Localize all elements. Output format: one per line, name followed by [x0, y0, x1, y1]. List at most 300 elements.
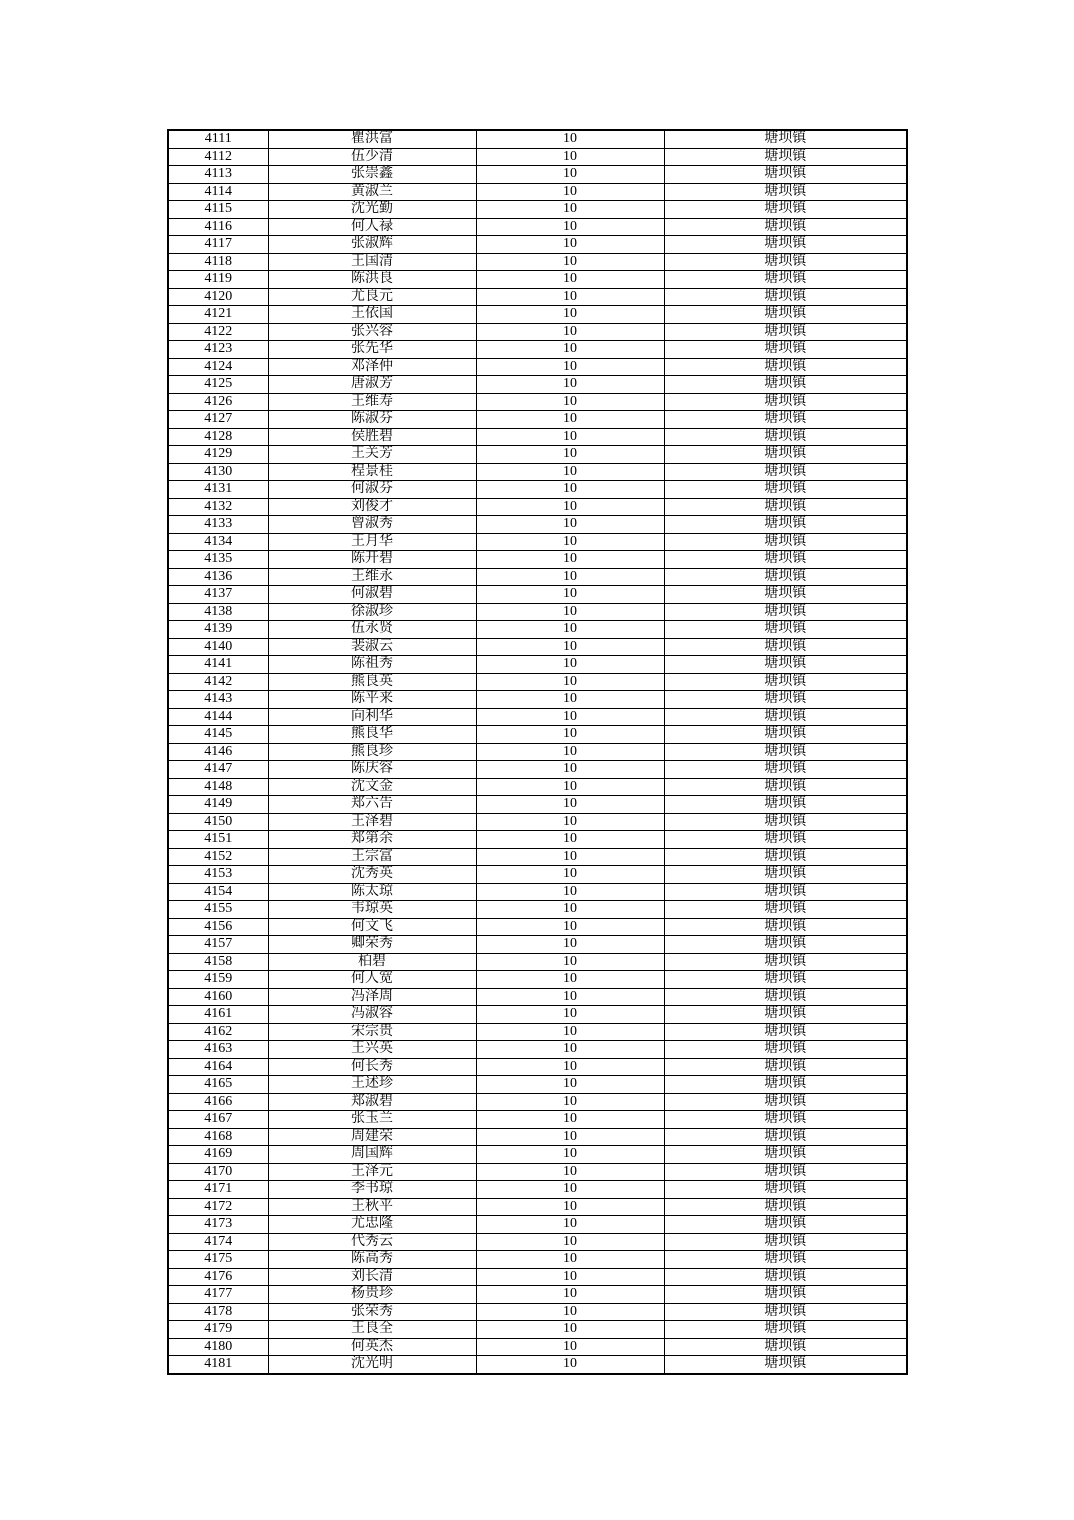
row-number-cell: 4155: [168, 901, 268, 919]
town-cell: 塘坝镇: [664, 1321, 907, 1339]
table-row: [168, 323, 907, 341]
name-cell: 代秀云: [268, 1233, 476, 1251]
name-cell: 周国辉: [268, 1146, 476, 1164]
amount-cell: 10: [476, 393, 664, 411]
amount-cell: 10: [476, 831, 664, 849]
name-cell: 陈庆容: [268, 761, 476, 779]
row-number-cell: 4133: [168, 516, 268, 534]
row-number-cell: 4125: [168, 376, 268, 394]
row-number-cell: 4121: [168, 306, 268, 324]
town-cell: 塘坝镇: [664, 323, 907, 341]
town-cell: 塘坝镇: [664, 411, 907, 429]
town-cell: 塘坝镇: [664, 901, 907, 919]
town-cell: 塘坝镇: [664, 341, 907, 359]
table-row: [168, 813, 907, 831]
amount-cell: 10: [476, 130, 664, 148]
row-number-cell: 4114: [168, 183, 268, 201]
row-number-cell: 4129: [168, 446, 268, 464]
name-cell: 尤良元: [268, 288, 476, 306]
row-number-cell: 4172: [168, 1198, 268, 1216]
row-number-cell: 4177: [168, 1286, 268, 1304]
town-cell: 塘坝镇: [664, 778, 907, 796]
row-number-cell: 4134: [168, 533, 268, 551]
amount-cell: 10: [476, 813, 664, 831]
amount-cell: 10: [476, 148, 664, 166]
town-cell: 塘坝镇: [664, 1268, 907, 1286]
name-cell: 王兴英: [268, 1041, 476, 1059]
amount-cell: 10: [476, 428, 664, 446]
table-row: [168, 971, 907, 989]
row-number-cell: 4136: [168, 568, 268, 586]
table-row: [168, 1163, 907, 1181]
town-cell: 塘坝镇: [664, 831, 907, 849]
town-cell: 塘坝镇: [664, 586, 907, 604]
name-cell: 王国清: [268, 253, 476, 271]
table-row: [168, 1216, 907, 1234]
amount-cell: 10: [476, 796, 664, 814]
row-number-cell: 4112: [168, 148, 268, 166]
name-cell: 程景桂: [268, 463, 476, 481]
row-number-cell: 4146: [168, 743, 268, 761]
town-cell: 塘坝镇: [664, 551, 907, 569]
row-number-cell: 4153: [168, 866, 268, 884]
amount-cell: 10: [476, 901, 664, 919]
row-number-cell: 4176: [168, 1268, 268, 1286]
amount-cell: 10: [476, 166, 664, 184]
town-cell: 塘坝镇: [664, 306, 907, 324]
amount-cell: 10: [476, 726, 664, 744]
row-number-cell: 4148: [168, 778, 268, 796]
amount-cell: 10: [476, 988, 664, 1006]
name-cell: 沈光明: [268, 1356, 476, 1374]
name-cell: 张崇鑫: [268, 166, 476, 184]
town-cell: 塘坝镇: [664, 288, 907, 306]
amount-cell: 10: [476, 936, 664, 954]
name-cell: 李书琼: [268, 1181, 476, 1199]
name-cell: 冯泽周: [268, 988, 476, 1006]
town-cell: 塘坝镇: [664, 1093, 907, 1111]
town-cell: 塘坝镇: [664, 971, 907, 989]
town-cell: 塘坝镇: [664, 446, 907, 464]
amount-cell: 10: [476, 271, 664, 289]
town-cell: 塘坝镇: [664, 1163, 907, 1181]
table-row: [168, 236, 907, 254]
amount-cell: 10: [476, 638, 664, 656]
amount-cell: 10: [476, 1076, 664, 1094]
table-row: [168, 271, 907, 289]
amount-cell: 10: [476, 691, 664, 709]
name-cell: 何淑芬: [268, 481, 476, 499]
row-number-cell: 4111: [168, 130, 268, 148]
table-row: [168, 691, 907, 709]
town-cell: 塘坝镇: [664, 691, 907, 709]
table-row: [168, 376, 907, 394]
amount-cell: 10: [476, 1111, 664, 1129]
table-row: [168, 498, 907, 516]
name-cell: 张荣秀: [268, 1303, 476, 1321]
table-row: [168, 1233, 907, 1251]
row-number-cell: 4179: [168, 1321, 268, 1339]
town-cell: 塘坝镇: [664, 463, 907, 481]
town-cell: 塘坝镇: [664, 796, 907, 814]
row-number-cell: 4119: [168, 271, 268, 289]
town-cell: 塘坝镇: [664, 848, 907, 866]
town-cell: 塘坝镇: [664, 376, 907, 394]
name-cell: 伍少清: [268, 148, 476, 166]
amount-cell: 10: [476, 551, 664, 569]
row-number-cell: 4151: [168, 831, 268, 849]
town-cell: 塘坝镇: [664, 1023, 907, 1041]
town-cell: 塘坝镇: [664, 988, 907, 1006]
name-cell: 郑淑碧: [268, 1093, 476, 1111]
name-cell: 刘长清: [268, 1268, 476, 1286]
table-row: [168, 288, 907, 306]
row-number-cell: 4174: [168, 1233, 268, 1251]
town-cell: 塘坝镇: [664, 236, 907, 254]
name-cell: 王月华: [268, 533, 476, 551]
table-row: [168, 568, 907, 586]
town-cell: 塘坝镇: [664, 358, 907, 376]
row-number-cell: 4127: [168, 411, 268, 429]
row-number-cell: 4142: [168, 673, 268, 691]
row-number-cell: 4158: [168, 953, 268, 971]
name-cell: 裴淑云: [268, 638, 476, 656]
table-row: [168, 218, 907, 236]
table-row: [168, 848, 907, 866]
name-cell: 冯淑容: [268, 1006, 476, 1024]
town-cell: 塘坝镇: [664, 1233, 907, 1251]
town-cell: 塘坝镇: [664, 1146, 907, 1164]
name-cell: 唐淑芳: [268, 376, 476, 394]
row-number-cell: 4163: [168, 1041, 268, 1059]
row-number-cell: 4175: [168, 1251, 268, 1269]
name-cell: 卿荣秀: [268, 936, 476, 954]
table-row: [168, 953, 907, 971]
row-number-cell: 4154: [168, 883, 268, 901]
town-cell: 塘坝镇: [664, 1286, 907, 1304]
amount-cell: 10: [476, 1128, 664, 1146]
table-row: [168, 1303, 907, 1321]
table-row: [168, 1128, 907, 1146]
table-row: [168, 446, 907, 464]
amount-cell: 10: [476, 341, 664, 359]
row-number-cell: 4157: [168, 936, 268, 954]
table-row: [168, 148, 907, 166]
table-row: [168, 1006, 907, 1024]
amount-cell: 10: [476, 743, 664, 761]
table-row: [168, 638, 907, 656]
name-cell: 张先华: [268, 341, 476, 359]
town-cell: 塘坝镇: [664, 516, 907, 534]
table-row: [168, 936, 907, 954]
table-row: [168, 866, 907, 884]
amount-cell: 10: [476, 183, 664, 201]
row-number-cell: 4131: [168, 481, 268, 499]
table-row: [168, 708, 907, 726]
amount-cell: 10: [476, 446, 664, 464]
amount-cell: 10: [476, 1216, 664, 1234]
name-cell: 张淑辉: [268, 236, 476, 254]
amount-cell: 10: [476, 288, 664, 306]
amount-cell: 10: [476, 463, 664, 481]
row-number-cell: 4139: [168, 621, 268, 639]
name-cell: 王良全: [268, 1321, 476, 1339]
name-cell: 陈高秀: [268, 1251, 476, 1269]
name-cell: 伍永贤: [268, 621, 476, 639]
amount-cell: 10: [476, 603, 664, 621]
row-number-cell: 4113: [168, 166, 268, 184]
name-cell: 陈淑芬: [268, 411, 476, 429]
row-number-cell: 4138: [168, 603, 268, 621]
town-cell: 塘坝镇: [664, 1198, 907, 1216]
town-cell: 塘坝镇: [664, 883, 907, 901]
name-cell: 沈秀英: [268, 866, 476, 884]
amount-cell: 10: [476, 236, 664, 254]
row-number-cell: 4140: [168, 638, 268, 656]
name-cell: 何淑碧: [268, 586, 476, 604]
amount-cell: 10: [476, 1023, 664, 1041]
row-number-cell: 4123: [168, 341, 268, 359]
town-cell: 塘坝镇: [664, 726, 907, 744]
amount-cell: 10: [476, 358, 664, 376]
name-cell: 郑六告: [268, 796, 476, 814]
name-cell: 韦琼英: [268, 901, 476, 919]
name-cell: 王依国: [268, 306, 476, 324]
row-number-cell: 4115: [168, 201, 268, 219]
town-cell: 塘坝镇: [664, 166, 907, 184]
town-cell: 塘坝镇: [664, 638, 907, 656]
table-row: [168, 1338, 907, 1356]
amount-cell: 10: [476, 218, 664, 236]
table-row: [168, 1093, 907, 1111]
town-cell: 塘坝镇: [664, 708, 907, 726]
town-cell: 塘坝镇: [664, 866, 907, 884]
name-cell: 张玉兰: [268, 1111, 476, 1129]
amount-cell: 10: [476, 568, 664, 586]
town-cell: 塘坝镇: [664, 253, 907, 271]
table-row: [168, 1321, 907, 1339]
town-cell: 塘坝镇: [664, 743, 907, 761]
town-cell: 塘坝镇: [664, 1181, 907, 1199]
name-cell: 侯胜碧: [268, 428, 476, 446]
town-cell: 塘坝镇: [664, 1338, 907, 1356]
amount-cell: 10: [476, 533, 664, 551]
row-number-cell: 4173: [168, 1216, 268, 1234]
name-cell: 王关芳: [268, 446, 476, 464]
table-row: [168, 463, 907, 481]
amount-cell: 10: [476, 498, 664, 516]
town-cell: 塘坝镇: [664, 953, 907, 971]
table-row: [168, 1041, 907, 1059]
name-cell: 熊良英: [268, 673, 476, 691]
amount-cell: 10: [476, 306, 664, 324]
amount-cell: 10: [476, 1321, 664, 1339]
name-cell: 郑第余: [268, 831, 476, 849]
table-row: [168, 656, 907, 674]
row-number-cell: 4156: [168, 918, 268, 936]
town-cell: 塘坝镇: [664, 1058, 907, 1076]
row-number-cell: 4120: [168, 288, 268, 306]
amount-cell: 10: [476, 621, 664, 639]
town-cell: 塘坝镇: [664, 393, 907, 411]
town-cell: 塘坝镇: [664, 183, 907, 201]
table-row: [168, 1356, 907, 1374]
town-cell: 塘坝镇: [664, 201, 907, 219]
town-cell: 塘坝镇: [664, 498, 907, 516]
amount-cell: 10: [476, 708, 664, 726]
amount-cell: 10: [476, 323, 664, 341]
town-cell: 塘坝镇: [664, 1006, 907, 1024]
row-number-cell: 4162: [168, 1023, 268, 1041]
amount-cell: 10: [476, 1093, 664, 1111]
row-number-cell: 4180: [168, 1338, 268, 1356]
row-number-cell: 4149: [168, 796, 268, 814]
row-number-cell: 4128: [168, 428, 268, 446]
table-row: [168, 341, 907, 359]
amount-cell: 10: [476, 883, 664, 901]
amount-cell: 10: [476, 673, 664, 691]
table-row: [168, 1058, 907, 1076]
name-cell: 熊良珍: [268, 743, 476, 761]
table-row: [168, 1076, 907, 1094]
town-cell: 塘坝镇: [664, 218, 907, 236]
row-number-cell: 4152: [168, 848, 268, 866]
town-cell: 塘坝镇: [664, 603, 907, 621]
town-cell: 塘坝镇: [664, 148, 907, 166]
row-number-cell: 4117: [168, 236, 268, 254]
table-row: [168, 1181, 907, 1199]
table-row: [168, 603, 907, 621]
name-cell: 陈太琼: [268, 883, 476, 901]
row-number-cell: 4137: [168, 586, 268, 604]
amount-cell: 10: [476, 1286, 664, 1304]
name-cell: 瞿洪富: [268, 130, 476, 148]
row-number-cell: 4144: [168, 708, 268, 726]
town-cell: 塘坝镇: [664, 1216, 907, 1234]
name-cell: 何文飞: [268, 918, 476, 936]
amount-cell: 10: [476, 1338, 664, 1356]
name-cell: 陈开碧: [268, 551, 476, 569]
town-cell: 塘坝镇: [664, 813, 907, 831]
table-row: [168, 551, 907, 569]
table-row: [168, 358, 907, 376]
town-cell: 塘坝镇: [664, 673, 907, 691]
row-number-cell: 4124: [168, 358, 268, 376]
amount-cell: 10: [476, 376, 664, 394]
table-row: [168, 1023, 907, 1041]
town-cell: 塘坝镇: [664, 1303, 907, 1321]
name-cell: 何长秀: [268, 1058, 476, 1076]
row-number-cell: 4159: [168, 971, 268, 989]
amount-cell: 10: [476, 516, 664, 534]
amount-cell: 10: [476, 1163, 664, 1181]
town-cell: 塘坝镇: [664, 568, 907, 586]
amount-cell: 10: [476, 1006, 664, 1024]
town-cell: 塘坝镇: [664, 1128, 907, 1146]
town-cell: 塘坝镇: [664, 1111, 907, 1129]
row-number-cell: 4132: [168, 498, 268, 516]
amount-cell: 10: [476, 1146, 664, 1164]
row-number-cell: 4145: [168, 726, 268, 744]
row-number-cell: 4126: [168, 393, 268, 411]
name-cell: 张兴容: [268, 323, 476, 341]
table-row: [168, 918, 907, 936]
row-number-cell: 4130: [168, 463, 268, 481]
table-row: [168, 253, 907, 271]
town-cell: 塘坝镇: [664, 1356, 907, 1374]
amount-cell: 10: [476, 848, 664, 866]
roster-table-body: [168, 130, 907, 1374]
table-row: [168, 516, 907, 534]
name-cell: 王述珍: [268, 1076, 476, 1094]
amount-cell: 10: [476, 1058, 664, 1076]
table-row: [168, 1286, 907, 1304]
table-row: [168, 761, 907, 779]
table-row: [168, 481, 907, 499]
town-cell: 塘坝镇: [664, 1041, 907, 1059]
name-cell: 陈平来: [268, 691, 476, 709]
name-cell: 王宗富: [268, 848, 476, 866]
row-number-cell: 4161: [168, 1006, 268, 1024]
table-row: [168, 393, 907, 411]
table-row: [168, 130, 907, 148]
name-cell: 熊良华: [268, 726, 476, 744]
name-cell: 何英杰: [268, 1338, 476, 1356]
town-cell: 塘坝镇: [664, 130, 907, 148]
table-row: [168, 306, 907, 324]
town-cell: 塘坝镇: [664, 761, 907, 779]
table-row: [168, 586, 907, 604]
row-number-cell: 4166: [168, 1093, 268, 1111]
amount-cell: 10: [476, 253, 664, 271]
row-number-cell: 4122: [168, 323, 268, 341]
table-row: [168, 201, 907, 219]
name-cell: 周建荣: [268, 1128, 476, 1146]
table-row: [168, 726, 907, 744]
name-cell: 刘俊才: [268, 498, 476, 516]
row-number-cell: 4118: [168, 253, 268, 271]
amount-cell: 10: [476, 1233, 664, 1251]
row-number-cell: 4169: [168, 1146, 268, 1164]
name-cell: 黄淑兰: [268, 183, 476, 201]
row-number-cell: 4165: [168, 1076, 268, 1094]
amount-cell: 10: [476, 1181, 664, 1199]
amount-cell: 10: [476, 1303, 664, 1321]
name-cell: 何人禄: [268, 218, 476, 236]
name-cell: 沈文金: [268, 778, 476, 796]
amount-cell: 10: [476, 866, 664, 884]
row-number-cell: 4170: [168, 1163, 268, 1181]
name-cell: 宋宗贵: [268, 1023, 476, 1041]
table-row: [168, 428, 907, 446]
amount-cell: 10: [476, 411, 664, 429]
name-cell: 柏碧: [268, 953, 476, 971]
amount-cell: 10: [476, 1268, 664, 1286]
table-row: [168, 883, 907, 901]
name-cell: 曾淑秀: [268, 516, 476, 534]
amount-cell: 10: [476, 1041, 664, 1059]
row-number-cell: 4150: [168, 813, 268, 831]
name-cell: 王泽元: [268, 1163, 476, 1181]
amount-cell: 10: [476, 778, 664, 796]
row-number-cell: 4160: [168, 988, 268, 1006]
table-row: [168, 831, 907, 849]
table-row: [168, 183, 907, 201]
table-row: [168, 533, 907, 551]
amount-cell: 10: [476, 1356, 664, 1374]
amount-cell: 10: [476, 1198, 664, 1216]
table-row: [168, 411, 907, 429]
